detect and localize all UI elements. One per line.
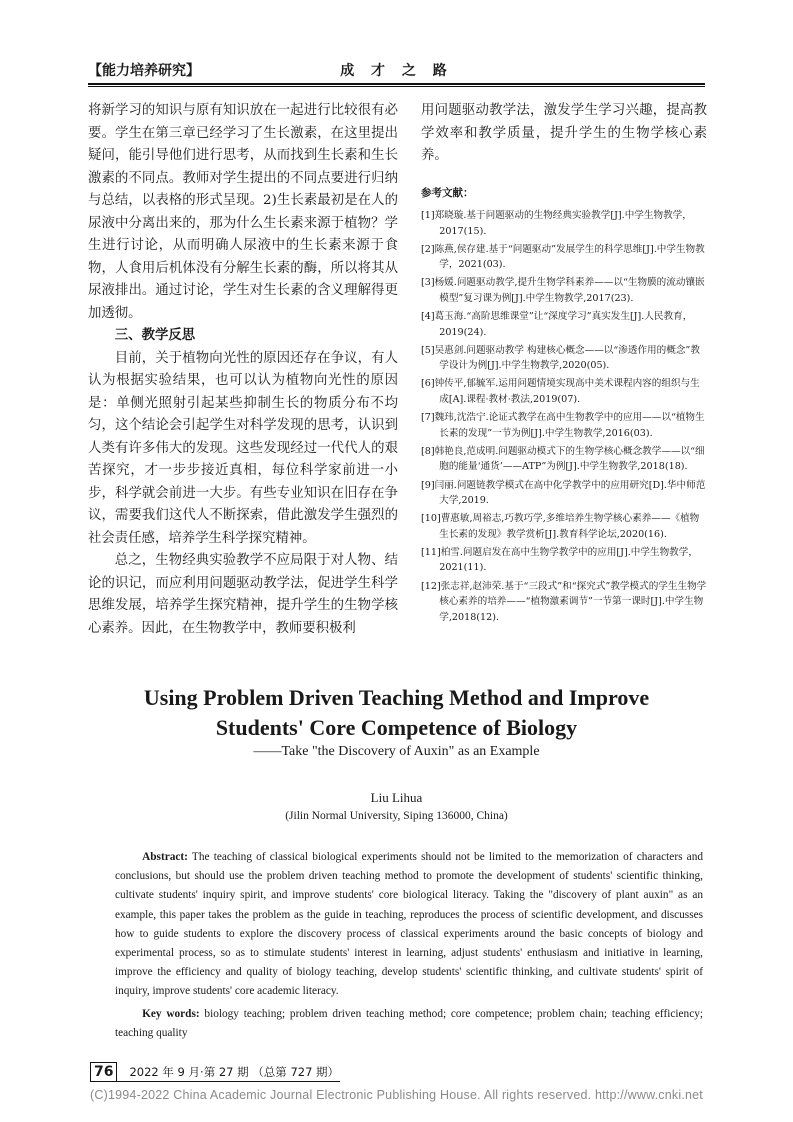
- journal-name: 成 才 之 路: [340, 63, 453, 79]
- author-affiliation: (Jilin Normal University, Siping 136000, China): [285, 810, 508, 822]
- references-title: 参考文献：: [421, 186, 474, 199]
- body-paragraph: 目前，关于植物向光性的原因还存在争议，有人认为根据实验结果，也可以认为植物向光性的原因是：单侧光照射引起某些抑制生长的物质分布不均匀，这个结论会引起学生对科学发现的思考，认识到人类有许多伟大的发现。这些发现经过一代代人的艰苦探究，才一步步接近真相，每位科学家前进一小步，科学就会前进一大步。有些专业知识在旧存在争议，需要我们这代人不断探索，借此激发学生强烈的社会责任感，培养学生科学探究精神。: [88, 350, 398, 546]
- reference-item: [7]魏玮,沈浩宁.论证式教学在高中生物教学中的应用——以“植物生长素的发现”一节为例[J].中学生物教学,2016(03).: [421, 412, 705, 439]
- abstract-text: The teaching of classical biological experiments should not be limited to the memorization of characters and conclusions, but should use the problem driven teaching method to promote the development of students' scientific thinking, cultivate students' inquiry spirit, and improve students' core biological literacy. Taking the "discovery of plant auxin" as an example, this paper takes the problem as the guide in teaching, reproduces the process of scientific development, and discusses how to guide students to explore the discovery process of classical experiments around the basic concepts of biology and experimental process, so as to stimulate students' interest in learning, adjust students' enthusiasm and initiative in learning, improve the efficiency and quality of biology teaching, develop students' scientific thinking, and cultivate students' spirit of inquiry, improve students' core academic literacy.: [115, 851, 703, 998]
- footer-rule: [90, 1081, 340, 1082]
- reference-item: [1]郑晓璇.基于问题驱动的生物经典实验教学[J].中学生物教学，2017(15).: [421, 210, 692, 237]
- reference-item: [11]柏雪.问题启发在高中生物学教学中的应用[J].中学生物教学，2021(11).: [421, 546, 698, 574]
- body-paragraph: 将新学习的知识与原有知识放在一起进行比较很有必要。学生在第三章已经学习了生长激素，在这里提出疑问，能引导他们进行思考，从而找到生长素和生长激素的不同点。教师对学生提出的不同点要进行归纳与总结，以表格的形式呈现。2)生长素最初是在人的尿液中分离出来的，那为什么生长素来源于植物？学生进行讨论，从而明确人尿液中的生长素来源于食物，人食用后机体没有分解生长素的酶，所以将其从尿液排出。通过讨论，学生对生长素的含义理解得更加透彻。: [88, 103, 398, 321]
- abstract-label: Abstract:: [142, 851, 188, 863]
- reference-list: [421, 208, 707, 625]
- reference-item: [12]张志祥,赵沛荣.基于“三段式”和“探究式”教学模式的学生生物学核心素养的培养——“植物激素调节”一节第一课时[J].中学生物学,2018(12).: [421, 580, 707, 623]
- reference-item: [4]葛玉海.“高阶思维课堂”让“深度学习”真实发生[J].人民教育，2019(24).: [421, 311, 693, 338]
- page-footer: [90, 1062, 339, 1082]
- abstract-paragraph: [115, 848, 703, 1002]
- english-abstract: [115, 848, 703, 1043]
- english-subtitle: ——Take "the Discovery of Auxin" as an Example: [253, 744, 540, 759]
- left-column: [88, 100, 398, 640]
- copyright-notice: (C)1994-2022 China Academic Journal Electronic Publishing House. All rights reserved. http://www.cnki.net: [90, 1088, 703, 1102]
- reference-item: [6]钟传平,郁毓军.运用问题情境实现高中美术课程内容的组织与生成[A].课程·教材·教法,2019(07).: [421, 378, 700, 406]
- right-column: [421, 100, 707, 628]
- issue-info: 2022 年 9 月·第 27 期 （总第 727 期）: [129, 1065, 340, 1079]
- body-paragraph: 用问题驱动教学法，激发学生学习兴趣，提高教学效率和教学质量，提升学生的生物学核心素养。: [421, 103, 707, 163]
- keywords-paragraph: [115, 1005, 703, 1043]
- reference-item: [5]吴惠剑.问题驱动教学 构建核心概念——以“渗透作用的概念”教学设计为例[J].中学生物教学,2020(05).: [421, 344, 700, 372]
- keywords-label: Key words:: [142, 1007, 200, 1020]
- english-title-line: Students' Core Competence of Biology: [215, 715, 578, 740]
- header-rule: [88, 83, 705, 85]
- header-rule-thin: [88, 86, 705, 87]
- reference-item: [3]杨媛.问题驱动教学,提升生物学科素养——以“生物膜的流动镶嵌模型”复习课为例[J].中学生物教学,2017(23).: [421, 277, 705, 304]
- reference-item: [10]曹惠敏,周裕志,巧教巧学,多维培养生物学核心素养——《植物生长素的发现》教学赏析[J].教育科学论坛,2020(16).: [421, 513, 700, 540]
- page-number: 76: [90, 1062, 117, 1082]
- english-title: [0, 683, 793, 743]
- section-heading: 三、教学反思: [114, 328, 196, 343]
- reference-item: [9]闫丽.问题链教学模式在高中化学教学中的应用研究[D].华中师范大学,2019.: [421, 479, 706, 507]
- body-paragraph: 总之，生物经典实验教学不应局限于对人物、结论的识记，而应利用问题驱动教学法，促进学生科学思维发展，培养学生探究精神，提升学生的生物学核心素养。因此，在生物教学中，教师要积极利: [88, 553, 398, 636]
- reference-item: [8]韩艳良,范成明.问题驱动模式下的生物学核心概念教学——以“细胞的能量‘通货’——ATP”为例[J].中学生物教学,2018(18).: [421, 445, 705, 473]
- reference-item: [2]陈燕,侯存建.基于“问题驱动”发展学生的科学思维[J].中学生物教学，2021(03).: [421, 243, 705, 271]
- keywords-text: biology teaching; problem driven teaching method; core competence; problem chain; teaching efficiency; teaching quality: [115, 1007, 703, 1039]
- author-name: Liu Lihua: [370, 790, 423, 805]
- english-title-line: Using Problem Driven Teaching Method and Improve: [143, 685, 650, 710]
- section-label: 【能力培养研究】: [88, 63, 200, 79]
